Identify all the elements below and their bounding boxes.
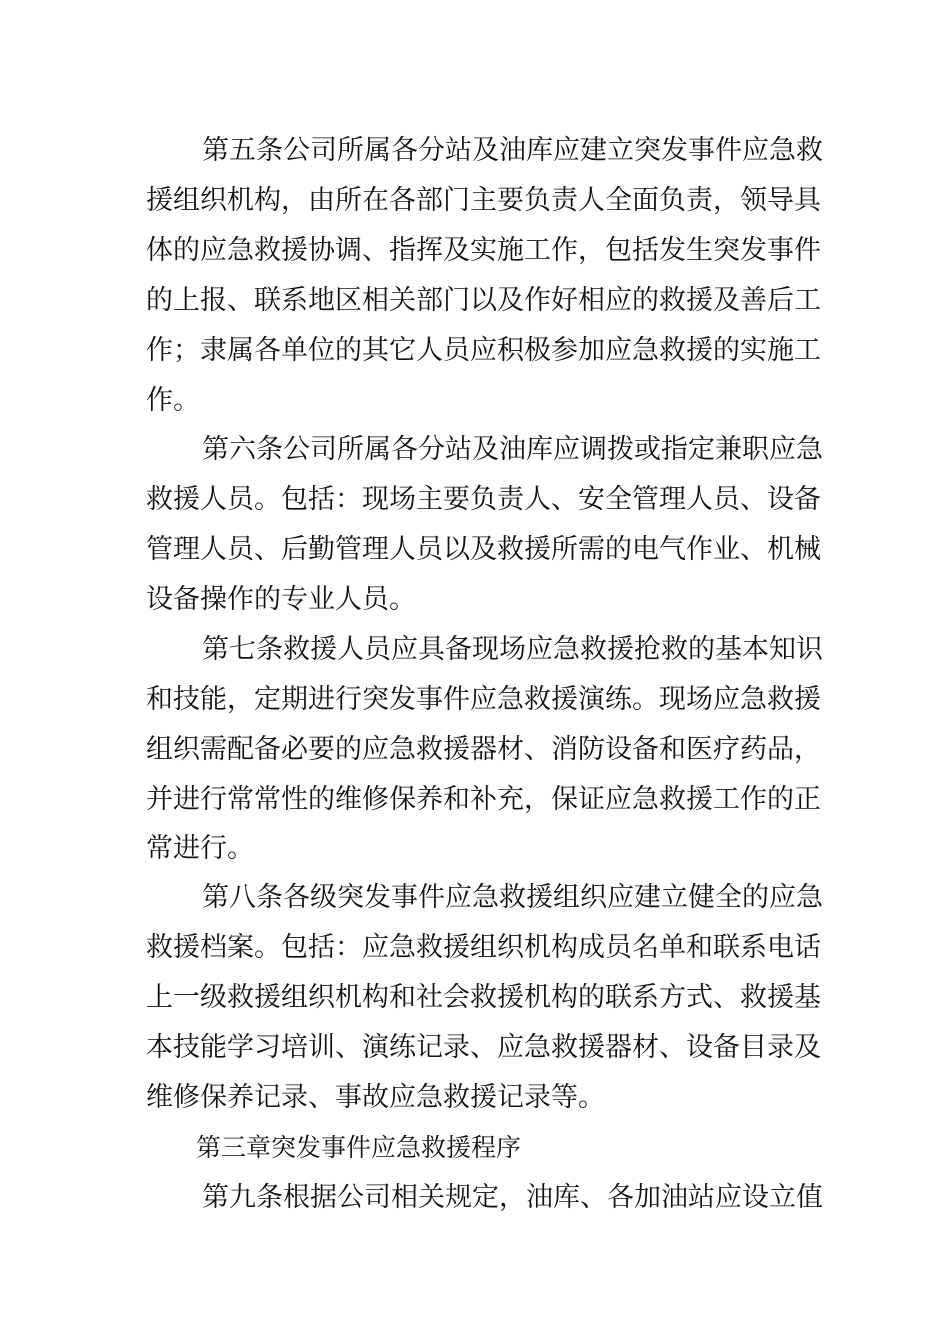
article-5-line-1: 第五条公司所属各分站及油库应建立突发事件应急救 (202, 135, 823, 166)
article-5-line-5: 作；隶属各单位的其它人员应积极参加应急救援的实施工 (146, 335, 821, 366)
article-5-line-6: 作。 (146, 385, 200, 416)
article-8-line-4: 本技能学习培训、演练记录、应急救援器材、设备目录及 (146, 1032, 821, 1063)
article-8-line-3: 上一级救援组织机构和社会救援机构的联系方式、救援基 (146, 982, 821, 1013)
article-6-line-1: 第六条公司所属各分站及油库应调拨或指定兼职应急 (202, 434, 823, 465)
article-8-line-2: 救援档案。包括：应急救援组织机构成员名单和联系电话 (146, 932, 821, 963)
article-6-line-3: 管理人员、后勤管理人员以及救援所需的电气作业、机械 (146, 534, 821, 565)
article-8-line-5: 维修保养记录、事故应急救援记录等。 (146, 1082, 605, 1113)
article-7-line-4: 并进行常常性的维修保养和补充，保证应急救援工作的正 (146, 784, 821, 815)
article-9-line-1: 第九条根据公司相关规定，油库、各加油站应设立值 (202, 1182, 823, 1213)
article-5-line-3: 体的应急救援协调、指挥及实施工作，包括发生突发事件 (146, 235, 821, 266)
article-7-line-1: 第七条救援人员应具备现场应急救援抢救的基本知识 (202, 634, 823, 665)
article-8-line-1: 第八条各级突发事件应急救援组织应建立健全的应急 (202, 882, 823, 913)
article-7-line-3: 组织需配备必要的应急救援器材、消防设备和医疗药品， (146, 734, 821, 765)
article-7-line-2: 和技能，定期进行突发事件应急救援演练。现场应急救援 (146, 684, 821, 715)
article-5-line-2: 援组织机构，由所在各部门主要负责人全面负责，领导具 (146, 185, 821, 216)
article-6-line-4: 设备操作的专业人员。 (146, 584, 416, 615)
article-6-line-2: 救援人员。包括：现场主要负责人、安全管理人员、设备 (146, 484, 821, 515)
chapter-3-heading: 第三章突发事件应急救援程序 (196, 1133, 522, 1162)
article-7-line-5: 常进行。 (146, 833, 254, 864)
article-5-line-4: 的上报、联系地区相关部门以及作好相应的救援及善后工 (146, 285, 821, 316)
